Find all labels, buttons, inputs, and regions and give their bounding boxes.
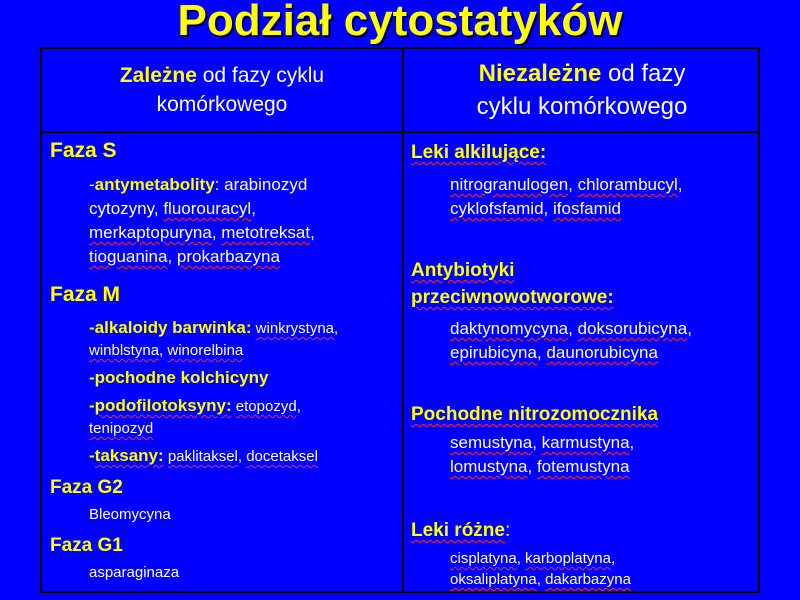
podofilotoksyny-dash: - — [89, 396, 95, 415]
alkaloidy-entry: -alkaloidy barwinka: winkrystyna, winblstyna, winorelbina — [89, 318, 339, 359]
phase-m-heading: Faza M — [50, 283, 121, 306]
header-dependent-strong: Zależne — [119, 64, 197, 87]
phase-g1-heading: Faza G1 — [50, 535, 123, 556]
antybiotyki-title-line1: Antybiotyki — [411, 260, 515, 281]
g2-entry — [89, 504, 394, 526]
drug-name: ifosfamid — [552, 199, 622, 218]
phase-g2-heading: Faza G2 — [50, 477, 123, 498]
drug-name: doksorubicyna — [577, 319, 688, 338]
drug-name: daktynomycyna — [450, 319, 569, 338]
header-independent-line2: cyklu komórkowego — [476, 93, 688, 120]
drug-name: nitrogranulogen — [450, 175, 569, 194]
taksany-dash: - — [89, 446, 95, 465]
header-cell-independent — [404, 49, 760, 131]
drug-name: daunorubicyna — [546, 343, 658, 362]
kolchicyny-entry — [89, 366, 394, 390]
drug-name: chlorambucyl — [577, 175, 678, 194]
drug-name: fotemustyna — [536, 457, 630, 476]
drug-name: Bleomycyna — [89, 506, 171, 523]
drug-name: lomustyna — [450, 457, 528, 476]
rozne-colon: : — [504, 520, 511, 541]
drug-name: dakarbazyna — [545, 571, 631, 588]
rozne-list: cisplatyna, karboplatyna, oksaliplatyna, dakarbazyna — [450, 550, 631, 588]
drug-name: etopozyd — [235, 398, 297, 415]
alkilujace-title: Leki alkilujące: — [411, 142, 547, 163]
drug-name: arabinozyd — [224, 175, 308, 194]
antymetabolity-colon: : — [214, 175, 225, 194]
antymetabolity-entry: -antymetabolity: arabinozyd cytozyny, fluorouracyl, merkaptopuryna, metotreksat, tioguanina, prokarbazyna — [89, 175, 315, 266]
drug-name: semustyna — [450, 433, 533, 452]
header-cell-dependent — [42, 49, 402, 131]
antymetabolity-dash: - — [89, 175, 95, 194]
drug-name: prokarbazyna — [176, 247, 280, 266]
drug-name: merkaptopuryna — [89, 223, 212, 242]
drug-name: paklitaksel — [167, 448, 238, 465]
drug-name: winblstyna — [89, 342, 160, 359]
drug-name: fluorouracyl — [163, 199, 252, 218]
taksany-label: taksany: — [94, 446, 164, 465]
drug-name: epirubicyna — [450, 343, 537, 362]
antybiotyki-heading — [411, 257, 756, 311]
drug-name: metotreksat — [221, 223, 311, 242]
drug-name: asparaginaza — [89, 564, 180, 581]
header-independent-strong: Niezależne — [478, 60, 602, 87]
header-dependent-rest: od fazy cyklu — [196, 64, 325, 87]
drug-name: karboplatyna — [525, 550, 611, 567]
kolchicyny-label: -pochodne kolchicyny — [89, 368, 269, 387]
drug-name: oksaliplatyna — [450, 571, 537, 588]
nitrozomocznika-title: Pochodne nitrozomocznika — [411, 404, 659, 425]
header-dependent-line2: komórkowego — [156, 93, 288, 116]
podofilotoksyny-label: podofilotoksyny: — [94, 396, 232, 415]
drug-name: docetaksel — [246, 448, 318, 465]
taksany-entry: -taksany: paklitaksel, docetaksel — [89, 446, 318, 465]
nitrozomocznika-heading — [411, 401, 756, 428]
alkaloidy-label: -alkaloidy barwinka: — [89, 318, 252, 337]
drug-name: karmustyna — [541, 433, 630, 452]
drug-name: cytozyny — [89, 199, 154, 218]
rozne-heading — [411, 517, 756, 544]
alkilujace-heading — [411, 139, 756, 166]
antybiotyki-title-line2: przeciwnowotworowe: — [411, 287, 614, 308]
g1-entry — [89, 562, 394, 584]
drug-name: winkrystyna — [255, 320, 335, 337]
drug-name: winorelbina — [167, 342, 244, 359]
podofilotoksyny-entry: -podofilotoksyny: etopozyd, tenipozyd — [89, 396, 301, 437]
alkilujace-list: nitrogranulogen, chlorambucyl, cyklofsfamid, ifosfamid — [450, 175, 683, 218]
page-title: Podział cytostatyków — [177, 0, 623, 45]
drug-name: cyklofsfamid — [450, 199, 544, 218]
antymetabolity-label: antymetabolity — [94, 175, 215, 194]
drug-name: tenipozyd — [89, 420, 154, 437]
drug-name: tioguanina — [89, 247, 168, 266]
phase-s-heading: Faza S — [50, 139, 117, 162]
nitrozomocznika-list: semustyna, karmustyna, lomustyna, fotemustyna — [450, 433, 635, 476]
antybiotyki-list: daktynomycyna, doksorubicyna, epirubicyna, daunorubicyna — [450, 319, 692, 362]
rozne-title: Leki różne — [411, 520, 505, 541]
header-divider — [42, 131, 758, 133]
classification-table — [40, 47, 760, 593]
header-independent-rest: od fazy — [601, 60, 686, 87]
drug-name: cisplatyna — [450, 550, 517, 567]
